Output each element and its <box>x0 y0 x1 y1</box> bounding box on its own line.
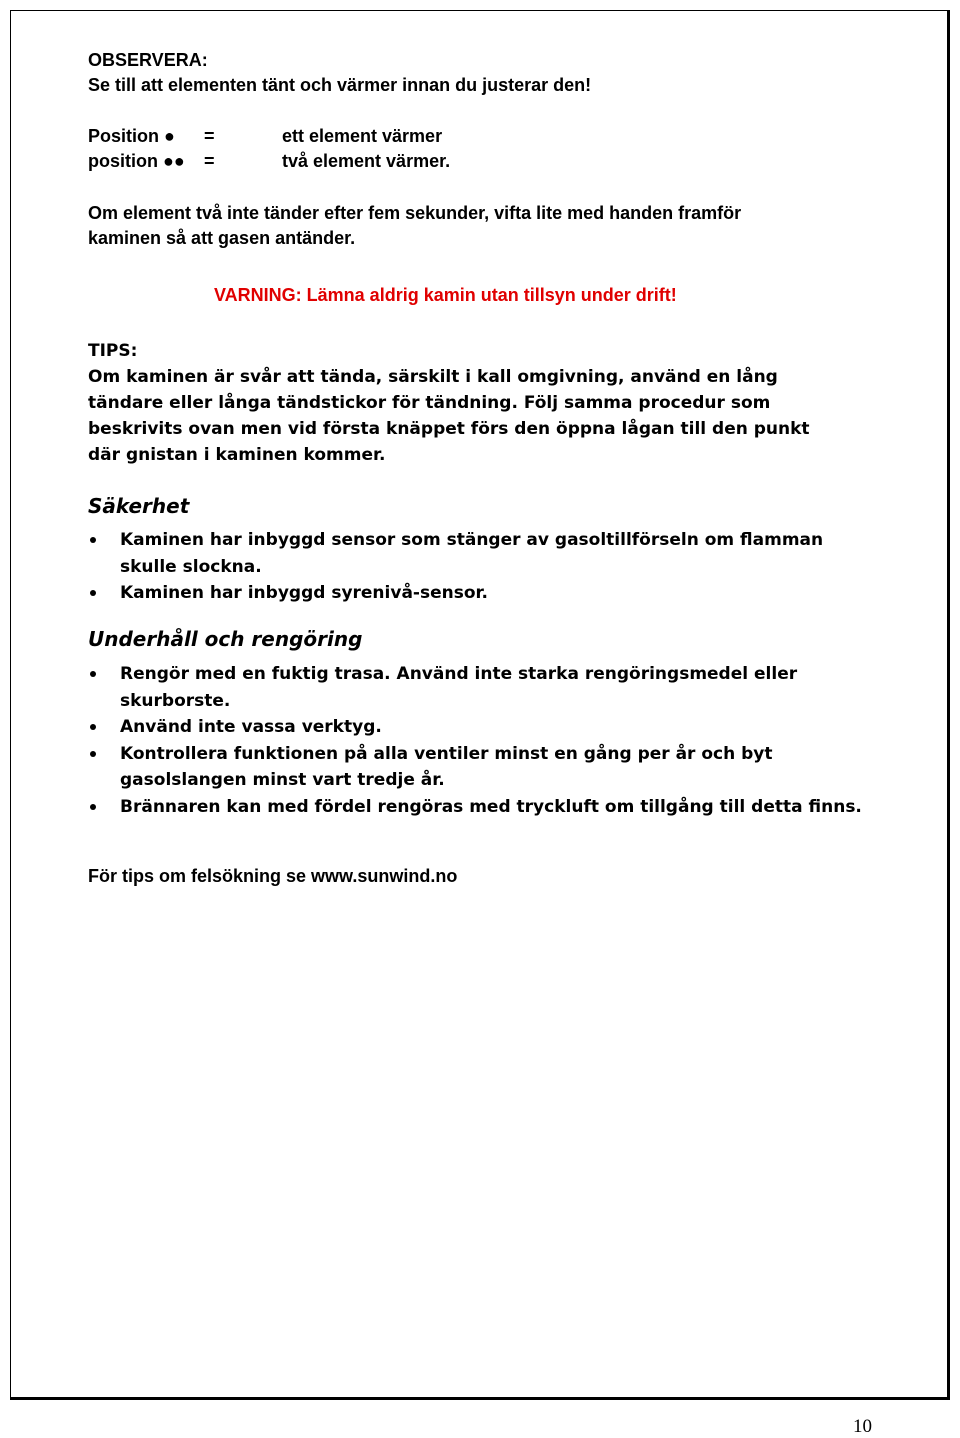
tips-line: tändare eller långa tändstickor för tändning. Följ samma procedur som <box>88 393 771 413</box>
position-equals: = <box>204 151 215 171</box>
element-note-line: kaminen så att gasen antänder. <box>88 228 356 248</box>
position-desc: två element värmer. <box>282 151 451 171</box>
list-item: Kaminen har inbyggd syrenivå-sensor. <box>88 580 868 607</box>
underhall-list <box>88 661 868 820</box>
list-item: Rengör med en fuktig trasa. Använd inte starka rengöringsmedel eller skurborste. <box>88 661 868 714</box>
position-row-two <box>88 148 788 174</box>
observera-text: Se till att elementen tänt och värmer innan du justerar den! <box>88 75 592 95</box>
page-number: 10 <box>853 1416 872 1437</box>
list-item: Använd inte vassa verktyg. <box>88 714 868 741</box>
footer-tip: För tips om felsökning se www.sunwind.no <box>88 866 458 886</box>
position-row-one <box>88 123 788 149</box>
observera-heading: OBSERVERA: <box>88 50 208 70</box>
position-label: Position ● <box>88 126 175 146</box>
tips-line: Om kaminen är svår att tända, särskilt i kall omgivning, använd en lång <box>88 367 778 387</box>
list-item: Kontrollera funktionen på alla ventiler minst en gång per år och byt gasolslangen minst vart tredje år. <box>88 741 868 794</box>
underhall-heading: Underhåll och rengöring <box>88 627 363 651</box>
list-item: Brännaren kan med fördel rengöras med tryckluft om tillgång till detta finns. <box>88 794 868 821</box>
tips-line: beskrivits ovan men vid första knäppet förs den öppna lågan till den punkt <box>88 419 810 439</box>
tips-line: där gnistan i kaminen kommer. <box>88 445 386 465</box>
sakerhet-list <box>88 527 868 607</box>
position-desc: ett element värmer <box>282 126 443 146</box>
sakerhet-heading: Säkerhet <box>88 494 190 518</box>
position-equals: = <box>204 126 215 146</box>
position-label: position ●● <box>88 151 185 171</box>
tips-heading: TIPS: <box>88 341 138 361</box>
element-note-line: Om element två inte tänder efter fem sekunder, vifta lite med handen framför <box>88 203 742 223</box>
list-item: Kaminen har inbyggd sensor som stänger av gasoltillförseln om flamman skulle slockna. <box>88 527 868 580</box>
warning-text: VARNING: Lämna aldrig kamin utan tillsyn under drift! <box>214 285 677 305</box>
